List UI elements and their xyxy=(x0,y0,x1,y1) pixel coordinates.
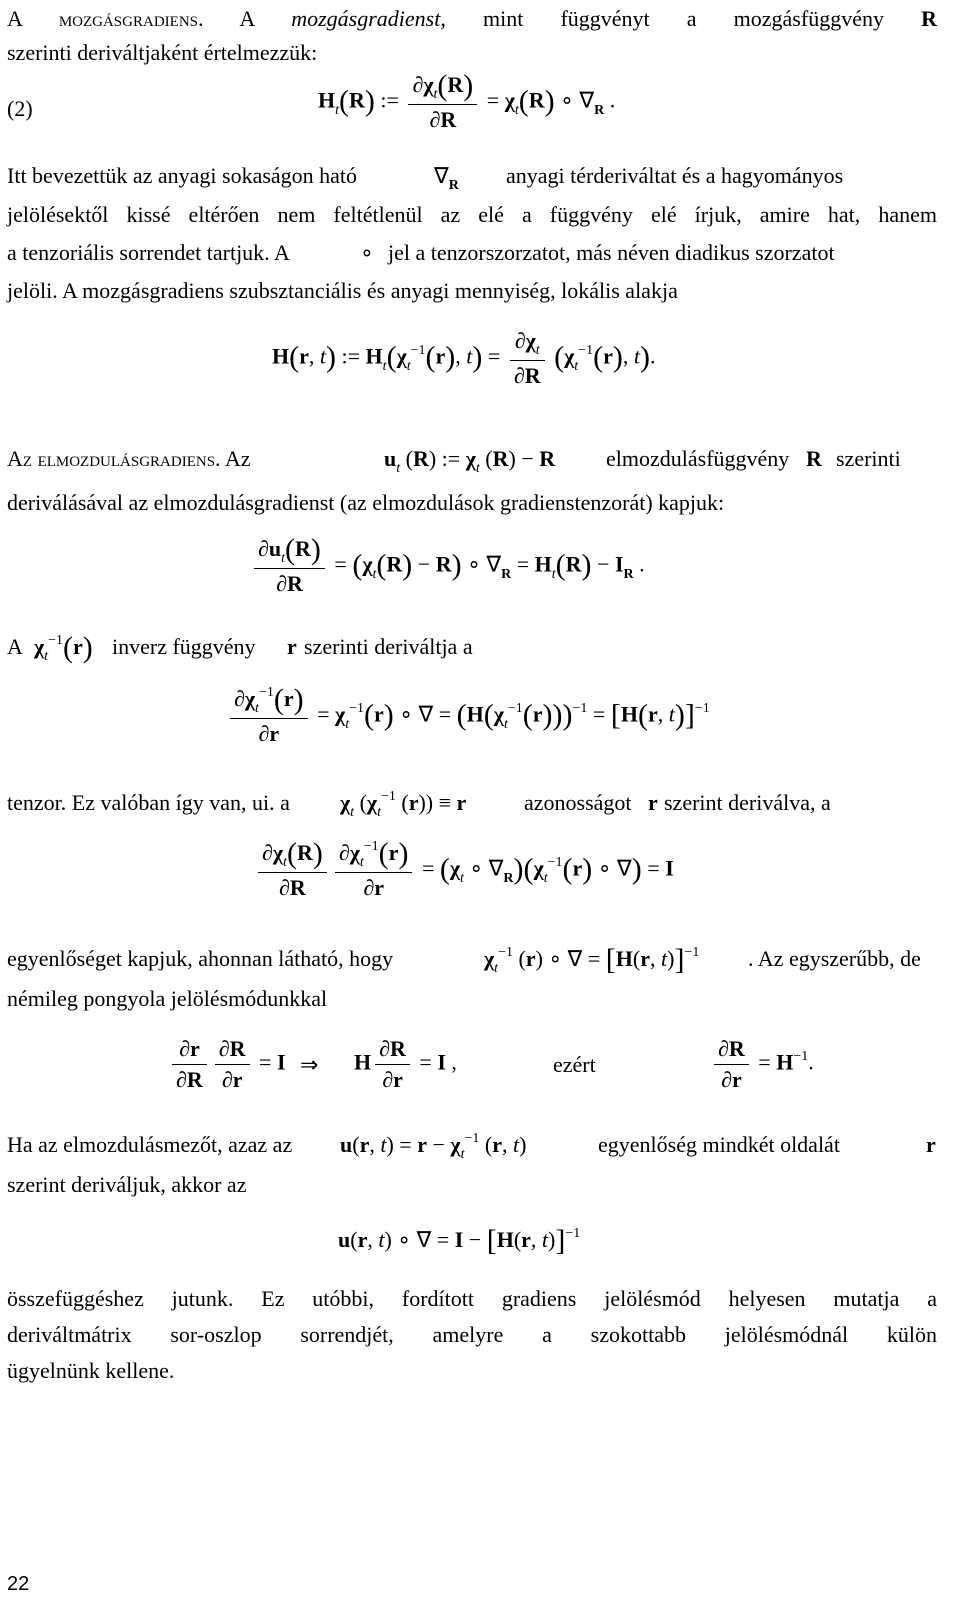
equation-shorthand-3: $\frac{\partial R}{\partial r}$ = $H^{-1}$. xyxy=(710,1034,814,1095)
para6-line1-b: egyenlőség mindkét oldalát xyxy=(598,1132,840,1157)
para7-line3: ügyelnünk kellene. xyxy=(7,1358,175,1383)
para4-line1-b: azonosságot xyxy=(524,790,632,815)
para3-line1-d: szerinti deriváltja a xyxy=(304,634,473,659)
equation-shorthand-1: $\frac{\partial r}{\partial R}$ $\frac{\partial R}{\partial r}$ = I xyxy=(168,1034,286,1095)
section1-symbol-R: R xyxy=(921,6,937,31)
para6-line2: szerint deriváljuk, akkor az xyxy=(7,1172,247,1197)
section2-marker: Az xyxy=(7,446,38,471)
section1-line2: szerinti deriváltjaként értelmezzük: xyxy=(7,40,318,65)
section2-line1-start xyxy=(7,446,251,472)
section2-text-a: Az xyxy=(220,446,251,471)
equation-2: $H_t(R)$ := $\frac{\partial\chi_t(R)}{\partial R}$ = $\chi_t(R)$ ∘ $\nabla_R$ . xyxy=(318,69,616,132)
para5-line1-a: egyenlőséget kapjuk, ahonnan látható, hogy xyxy=(7,946,394,971)
para3-symbol-r: r xyxy=(287,634,297,659)
para7-line2: deriváltmátrix sor-oszlop sorrendjét, amelyre a szokottabb jelölésmódnál külön xyxy=(7,1322,937,1347)
equation-local-form: H(r, t) := $H_t(\chi_t^{-1}(r)$, t) = $\frac{\partial\chi_t}{\partial R}$ ($\chi_t^{-1}(r)$, t). xyxy=(272,328,656,388)
section1-marker: A xyxy=(7,6,59,31)
para7-line1: összefüggéshez jutunk. Ez utóbbi, fordított gradiens jelölésmód helyesen mutatja a xyxy=(7,1286,937,1311)
section2-line2: deriválásával az elmozdulásgradienst (az elmozdulások gradienstenzorát) kapjuk: xyxy=(7,490,725,515)
equation-inverse-derivative: $\frac{\partial\chi_t^{-1}(r)}{\partial r}$ = $\chi_t^{-1}(r)$ ∘ ∇ = $(H(\chi_t^{-1}(r)))^{-1} = [H(r$, t)]$^{-1}$ xyxy=(226,684,710,749)
section2-line1-e: szerinti xyxy=(836,446,901,471)
para4-line1-a: tenzor. Ez valóban így van, ui. a xyxy=(7,790,290,815)
para3-line1-a: A xyxy=(7,634,23,659)
inverse-function-symbol: $\chi_t^{-1}(r)$ xyxy=(34,631,93,664)
para6-symbol-r: r xyxy=(926,1132,936,1157)
displacement-field-formula: u(r, $t) = r - \chi_t^{-1}$ (r, t) xyxy=(340,1131,527,1162)
para2-line3-b: jel a tenzorszorzatot, más néven diadikus szorzatot xyxy=(388,240,835,265)
para4-symbol-r: r xyxy=(648,790,658,815)
para2-line3-a: a tenzoriális sorrendet tartjuk. A xyxy=(7,240,290,265)
displacement-definition: $u_t$ (R) := $\chi_t$ (R) − R xyxy=(384,446,556,476)
para3-line1-b: inverz függvény xyxy=(112,634,256,659)
identity-formula: $\chi_t$ ($\chi_t^{-1}$ (r)) ≡ r xyxy=(340,789,467,820)
para5-line1-b: . Az egyszerűbb, de xyxy=(748,946,921,971)
section1-term: mozgásgradienst, xyxy=(291,6,446,31)
implies-symbol: ⇒ xyxy=(300,1052,319,1077)
circle-operator-symbol: ∘ xyxy=(360,240,374,265)
section2-line1-d: elmozdulásfüggvény xyxy=(606,446,790,471)
nabla-R-symbol: $\nabla_R$ xyxy=(434,163,459,193)
para2-line1-b: anyagi térderiváltat és a hagyományos xyxy=(506,163,844,188)
equation-shorthand-2: H $\frac{\partial R}{\partial r}$ = I , xyxy=(354,1036,457,1092)
section2-symbol-R: R xyxy=(806,446,822,471)
para4-line1-d: szerint deriválva, a xyxy=(664,790,831,815)
para2-line2: jelölésektől kissé eltérően nem feltétlenül az elé a függvény elé írjuk, amire hat, hanem xyxy=(7,202,937,227)
equation-chain-product: $\frac{\partial\chi_t(R)}{\partial R}$ $\frac{\partial\chi_t^{-1}(r)}{\partial r}$ = ($\chi_t$ ∘ $\nabla_R)(\chi_t^{-1}(r)$ ∘ ∇) = I xyxy=(254,838,674,903)
section1-title: mozgásgradiens. xyxy=(58,6,204,31)
para6-line1-a: Ha az elmozdulásmezőt, azaz az xyxy=(7,1132,293,1157)
section1-text-a: A xyxy=(203,6,292,31)
inverse-gradient-formula: $\chi_t^{-1}$ (r) ∘ ∇ = [H(r, t)]$^{-1}$ xyxy=(484,943,700,976)
para2-line4: jelöli. A mozgásgradiens szubsztanciális és anyagi mennyiség, lokális alakja xyxy=(7,278,678,303)
section1-line1 xyxy=(7,6,937,32)
section2-title: elmozdulásgradiens. xyxy=(37,446,221,471)
equation-number-2: (2) xyxy=(7,96,33,121)
para2-line1-a: Itt bevezettük az anyagi sokaságon ható xyxy=(7,163,358,188)
equation-spatial-displacement-gradient: u(r, t) ∘ ∇ = I − [H(r, t)]$^{-1}$ xyxy=(338,1224,581,1257)
section1-text-b: mint függvényt a mozgásfüggvény xyxy=(445,6,922,31)
page-number: 22 xyxy=(7,1573,30,1595)
para5-line2: némileg pongyola jelölésmódunkkal xyxy=(7,986,328,1011)
equation-displacement-gradient: $\frac{\partial u_t(R)}{\partial R}$ = $(\chi_t(R) - R)$ ∘ $\nabla_R = H_t(R) - I_R$ . xyxy=(250,534,645,599)
ezert-text: ezért xyxy=(553,1052,596,1077)
